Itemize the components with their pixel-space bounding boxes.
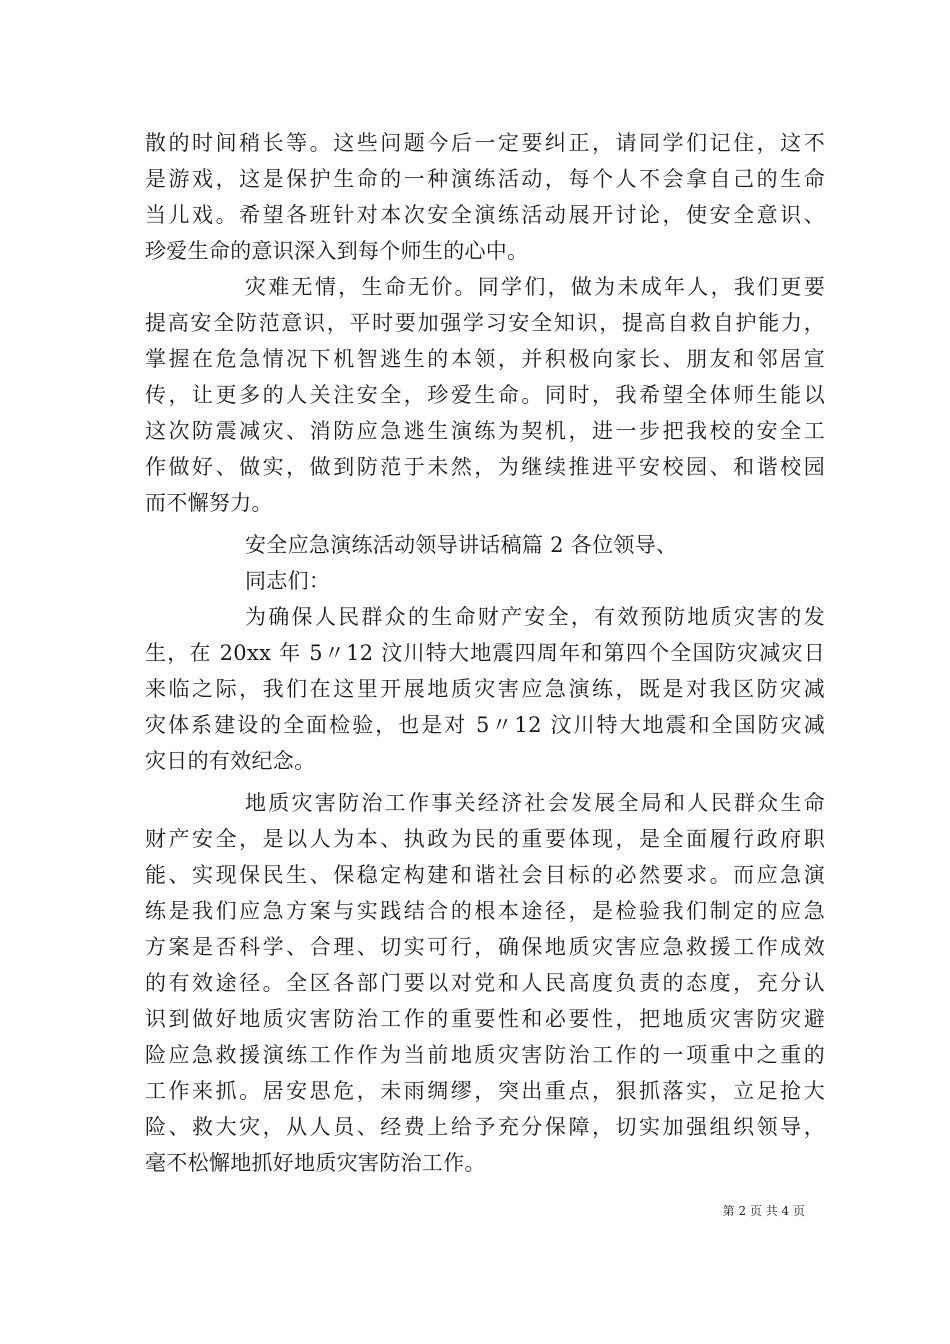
text-line: 的有效途径。全区各部门要以对党和人民高度负责的态度，充分认 (145, 971, 825, 995)
text-line: 散的时间稍长等。这些问题今后一定要纠正，请同学们记住，这不 (145, 131, 825, 155)
text-line: 这次防震减灾、消防应急逃生演练为契机，进一步把我校的安全工 (145, 419, 825, 443)
text-line: 当儿戏。希望各班针对本次安全演练活动展开讨论，使安全意识、 (145, 203, 825, 227)
text-line: 来临之际，我们在这里开展地质灾害应急演练，既是对我区防灾减 (145, 677, 825, 701)
page-number: 第 2 页 共 4 页 (722, 1204, 805, 1218)
text-line: 地质灾害防治工作事关经济社会发展全局和人民群众生命 (245, 791, 825, 815)
salutation: 同志们： (245, 569, 331, 593)
text-line: 是游戏，这是保护生命的一种演练活动，每个人不会拿自己的生命 (145, 167, 825, 191)
text-line: 提高安全防范意识，平时要加强学习安全知识，提高自救自护能力， (145, 311, 825, 335)
text-line: 灾体系建设的全面检验，也是对 5〃12 汶川特大地震和全国防灾减 (145, 713, 825, 737)
text-line: 识到做好地质灾害防治工作的重要性和必要性，把地质灾害防灾避 (145, 1007, 825, 1031)
text-line: 灾日的有效纪念。 (145, 749, 316, 773)
text-line: 工作来抓。居安思危，未雨绸缪，突出重点，狠抓落实，立足抢大 (145, 1079, 825, 1103)
text-line: 为确保人民群众的生命财产安全，有效预防地质灾害的发 (245, 605, 825, 629)
section-heading: 安全应急演练活动领导讲话稿篇 2 各位领导、 (245, 533, 678, 557)
text-line: 能、实现保民生、保稳定构建和谐社会目标的必然要求。而应急演 (145, 863, 825, 887)
text-line: 财产安全，是以人为本、执政为民的重要体现，是全面履行政府职 (145, 827, 825, 851)
text-line: 传，让更多的人关注安全，珍爱生命。同时，我希望全体师生能以 (145, 383, 825, 407)
text-line: 掌握在危急情况下机智逃生的本领，并积极向家长、朋友和邻居宣 (145, 347, 825, 371)
text-line: 生，在 20xx 年 5〃12 汶川特大地震四周年和第四个全国防灾减灾日 (145, 641, 825, 665)
text-line: 而不懈努力。 (145, 491, 273, 515)
text-line: 珍爱生命的意识深入到每个师生的心中。 (145, 239, 529, 263)
text-line: 灾难无情，生命无价。同学们，做为未成年人，我们更要 (245, 275, 825, 299)
text-line: 作做好、做实，做到防范于未然，为继续推进平安校园、和谐校园 (145, 455, 825, 479)
text-line: 方案是否科学、合理、切实可行，确保地质灾害应急救援工作成效 (145, 935, 825, 959)
text-line: 练是我们应急方案与实践结合的根本途径，是检验我们制定的应急 (145, 899, 825, 923)
text-line: 险、救大灾，从人员、经费上给予充分保障，切实加强组织领导， (145, 1115, 825, 1139)
text-line: 毫不松懈地抓好地质灾害防治工作。 (145, 1151, 486, 1175)
text-line: 险应急救援演练工作作为当前地质灾害防治工作的一项重中之重的 (145, 1043, 825, 1067)
